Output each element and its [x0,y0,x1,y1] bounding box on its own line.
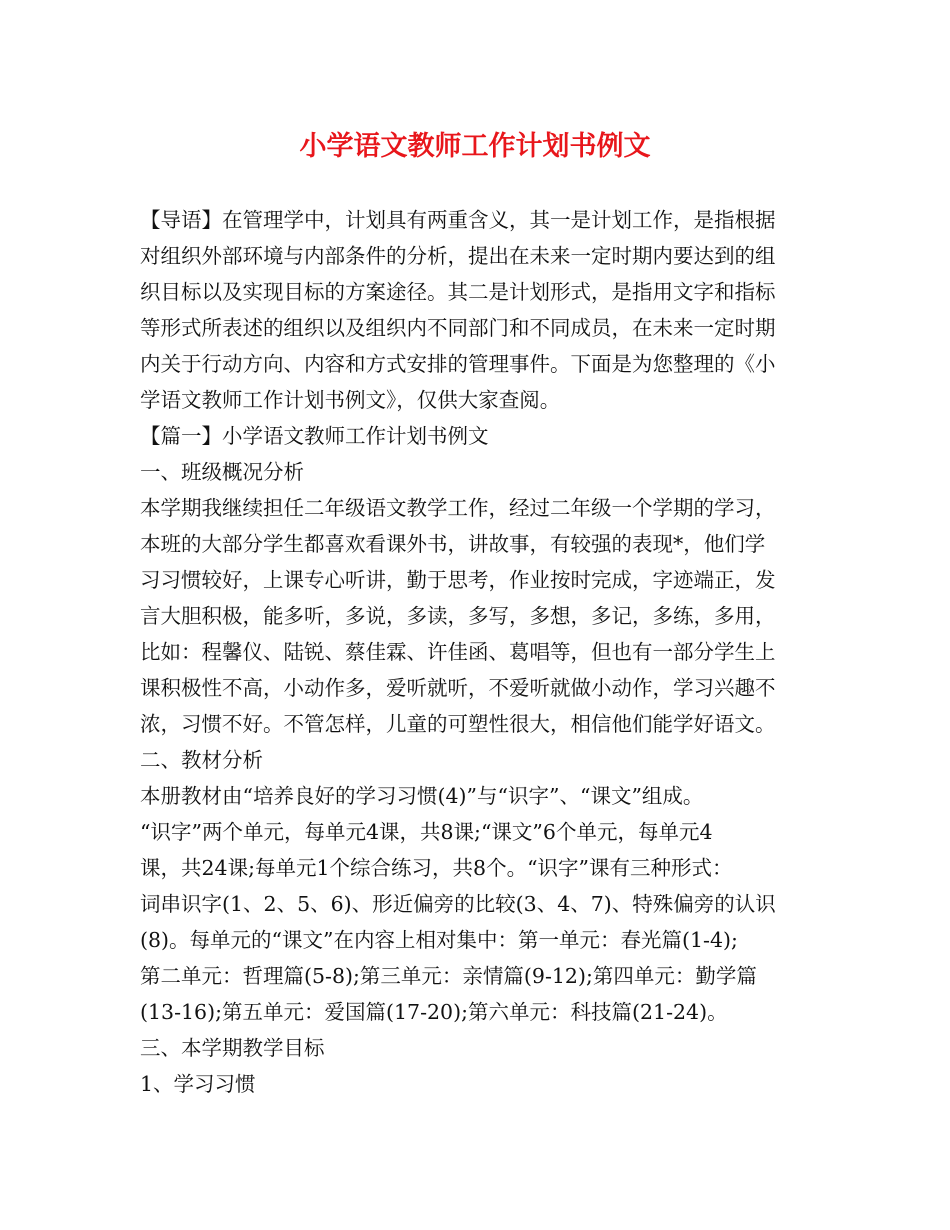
section-heading: 三、本学期教学目标 [140,1036,325,1060]
paragraph-line: 本册教材由“培养良好的学习习惯(4)”与“识字”、“课文”组成。 [140,784,704,808]
section-heading: 1、学习习惯 [140,1072,256,1096]
paragraph-line: 课积极性不高，小动作多，爱听就听，不爱听就做小动作，学习兴趣不 [140,676,776,700]
section-heading: 【篇一】小学语文教师工作计划书例文 [140,424,489,448]
document-title: 小学语文教师工作计划书例文 [299,131,651,162]
paragraph-line: 词串识字(1、2、5、6)、形近偏旁的比较(3、4、7)、特殊偏旁的认识 [140,892,776,916]
paragraph-line: 课，共24课;每单元1个综合练习，共8个。“识字”课有三种形式： [140,856,733,880]
paragraph-line: 本班的大部分学生都喜欢看课外书，讲故事，有较强的表现*，他们学 [140,532,766,556]
section-heading: 一、班级概况分析 [140,460,304,484]
paragraph-line: 对组织外部环境与内部条件的分析，提出在未来一定时期内要达到的组 [140,244,776,268]
paragraph-line: (8)。每单元的“课文”在内容上相对集中：第一单元：春光篇(1-4); [140,928,738,952]
paragraph-line: 言大胆积极，能多听，多说，多读，多写，多想，多记，多练，多用， [140,604,776,628]
paragraph-line: 【导语】在管理学中，计划具有两重含义，其一是计划工作，是指根据 [140,208,776,232]
section-heading: 二、教材分析 [140,748,263,772]
paragraph-line: (13-16);第五单元：爱国篇(17-20);第六单元：科技篇(21-24)。 [140,1000,728,1024]
paragraph-line: 学语文教师工作计划书例文》，仅供大家查阅。 [140,388,561,412]
paragraph-line: 等形式所表述的组织以及组织内不同部门和不同成员，在未来一定时期 [140,316,776,340]
paragraph-line: 织目标以及实现目标的方案途径。其二是计划形式，是指用文字和指标 [140,280,776,304]
paragraph-line: 习习惯较好，上课专心听讲，勤于思考，作业按时完成，字迹端正，发 [140,568,776,592]
paragraph-line: 比如：程馨仪、陆锐、蔡佳霖、许佳函、葛唱等，但也有一部分学生上 [140,640,776,664]
paragraph-line: 内关于行动方向、内容和方式安排的管理事件。下面是为您整理的《小 [140,352,776,376]
paragraph-line: 本学期我继续担任二年级语文教学工作，经过二年级一个学期的学习， [140,496,776,520]
paragraph-line: 浓，习惯不好。不管怎样，儿童的可塑性很大，相信他们能学好语文。 [140,712,776,736]
paragraph-line: “识字”两个单元，每单元4课，共8课;“课文”6个单元，每单元4 [140,820,713,844]
paragraph-line: 第二单元：哲理篇(5-8);第三单元：亲情篇(9-12);第四单元：勤学篇 [140,964,757,988]
